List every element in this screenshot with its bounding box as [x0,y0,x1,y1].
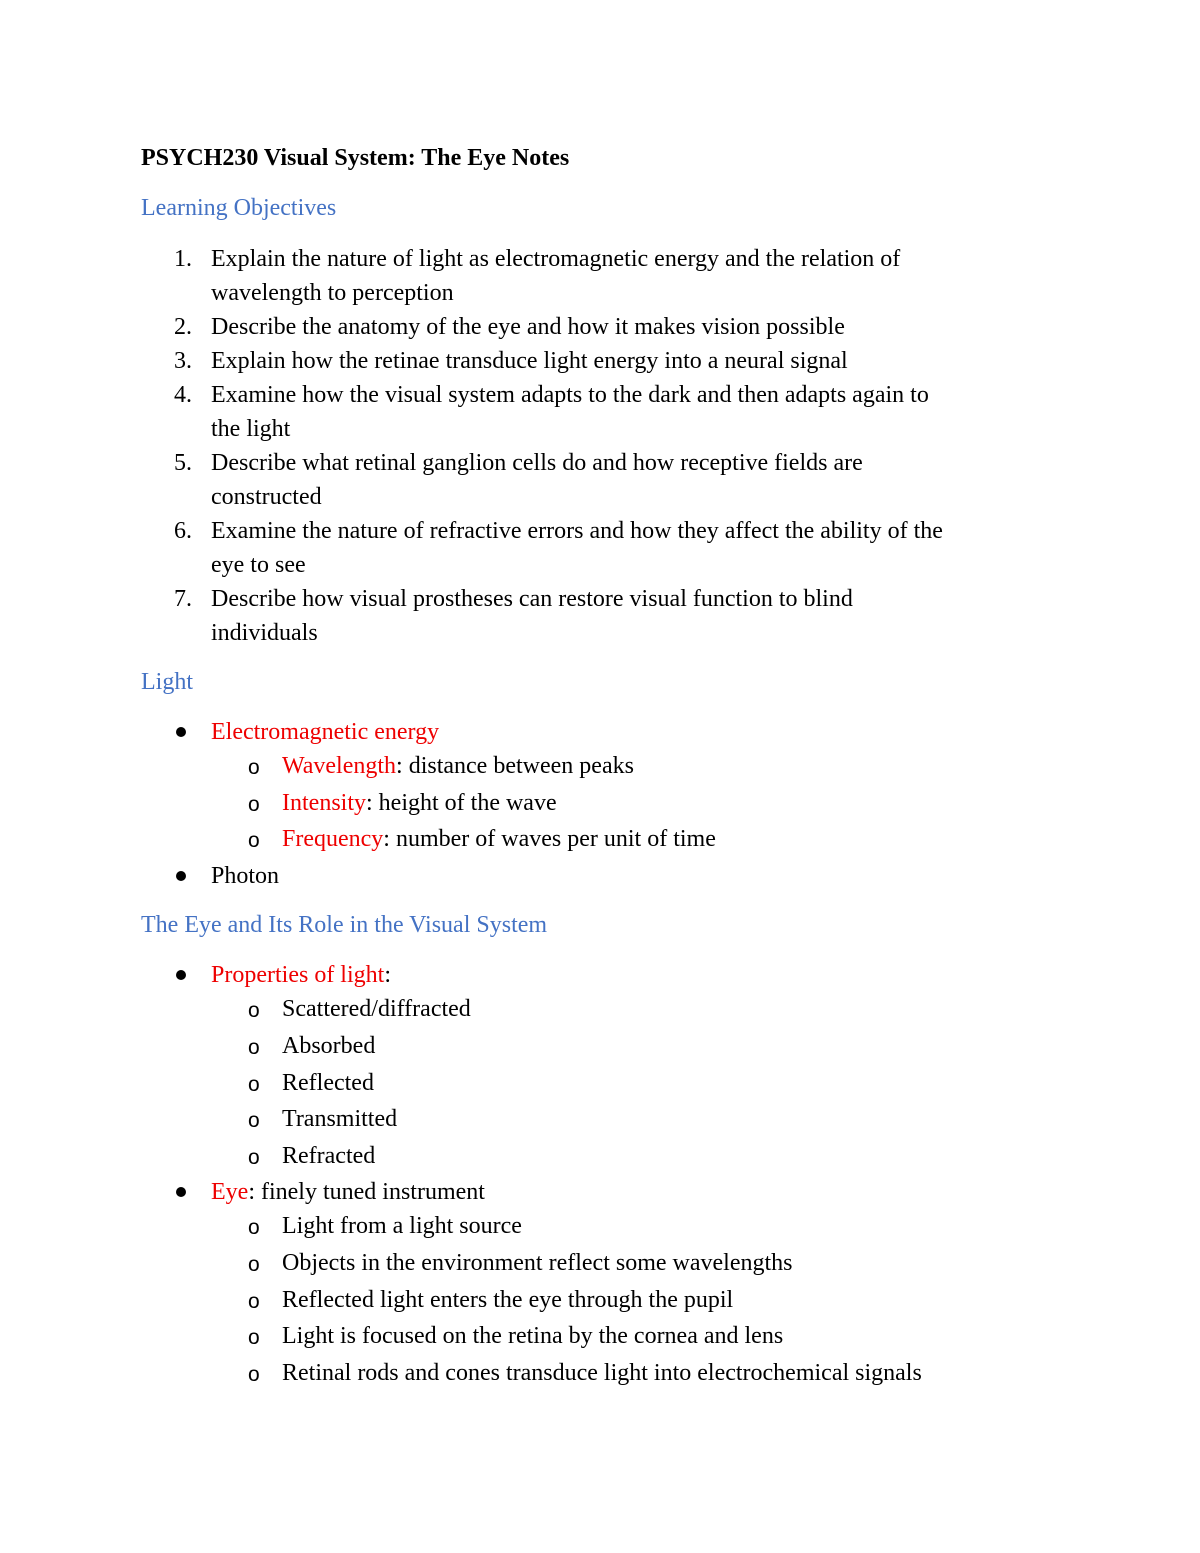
sub-bullet-icon: o [248,1216,260,1239]
list-item-text: Describe what retinal ganglion cells do and how receptive fields are [211,450,863,476]
section-heading-objectives: Learning Objectives [141,195,337,221]
list-item-text: wavelength to perception [211,280,454,306]
list-item-text: Explain the nature of light as electromagnetic energy and the relation of [211,246,901,272]
sub-bullet-icon: o [248,1363,260,1386]
sub-bullet-icon: o [248,1326,260,1349]
list-number: 7. [174,586,192,612]
bullet-icon [176,970,186,980]
list-item-text: the light [211,416,291,442]
list-item-text: Examine the nature of refractive errors and how they affect the ability of the [211,518,943,544]
list-number: 1. [174,246,192,272]
list-item-text: constructed [211,484,322,510]
list-item-text: Examine how the visual system adapts to the dark and then adapts again to [211,382,929,408]
list-number: 2. [174,314,192,340]
sub-bullet-icon: o [248,1290,260,1313]
list-item-text: Describe the anatomy of the eye and how it makes vision possible [211,314,845,340]
sub-bullet-icon: o [248,793,260,816]
term-definition: : distance between peaks [396,753,634,779]
sub-bullet-icon: o [248,1036,260,1059]
term-definition: : finely tuned instrument [248,1179,485,1205]
list-item [211,959,391,991]
sub-item: Transmitted [282,1106,398,1132]
sub-item: Absorbed [282,1033,376,1059]
list-item-text: Explain how the retinae transduce light energy into a neural signal [211,348,848,374]
sub-item [282,750,634,782]
list-item-text: Describe how visual prostheses can restore visual function to blind [211,586,853,612]
list-number: 5. [174,450,192,476]
list-number: 6. [174,518,192,544]
sub-item: Reflected light enters the eye through the pupil [282,1287,734,1313]
term-wavelength: Wavelength [282,753,397,779]
sub-item: Scattered/diffracted [282,996,471,1022]
sub-item [282,823,716,855]
list-item [211,1176,485,1208]
list-number: 4. [174,382,192,408]
term-definition: : [384,962,391,988]
term-intensity: Intensity [282,790,366,816]
bullet-icon [176,727,186,737]
sub-bullet-icon: o [248,1073,260,1096]
sub-bullet-icon: o [248,756,260,779]
list-item-text: individuals [211,620,318,646]
sub-item: Objects in the environment reflect some wavelengths [282,1250,793,1276]
list-number: 3. [174,348,192,374]
term-frequency: Frequency [282,826,384,852]
sub-item: Reflected [282,1070,374,1096]
sub-bullet-icon: o [248,999,260,1022]
term-definition: : height of the wave [366,790,557,816]
sub-bullet-icon: o [248,1109,260,1132]
section-heading-eye: The Eye and Its Role in the Visual System [141,912,548,938]
sub-item: Light from a light source [282,1213,522,1239]
term-definition: : number of waves per unit of time [383,826,716,852]
term-properties-of-light: Properties of light [211,962,385,988]
sub-item: Retinal rods and cones transduce light into electrochemical signals [282,1360,922,1386]
sub-bullet-icon: o [248,1253,260,1276]
sub-item: Refracted [282,1143,376,1169]
section-heading-light: Light [141,669,193,695]
sub-bullet-icon: o [248,1146,260,1169]
document-title: PSYCH230 Visual System: The Eye Notes [141,145,570,171]
term-eye: Eye [211,1179,249,1205]
sub-item: Light is focused on the retina by the cornea and lens [282,1323,784,1349]
list-item-text: eye to see [211,552,306,578]
sub-item [282,787,557,819]
bullet-icon [176,871,186,881]
list-item-photon: Photon [211,863,280,889]
bullet-icon [176,1187,186,1197]
sub-bullet-icon: o [248,829,260,852]
term-electromagnetic-energy: Electromagnetic energy [211,719,440,745]
